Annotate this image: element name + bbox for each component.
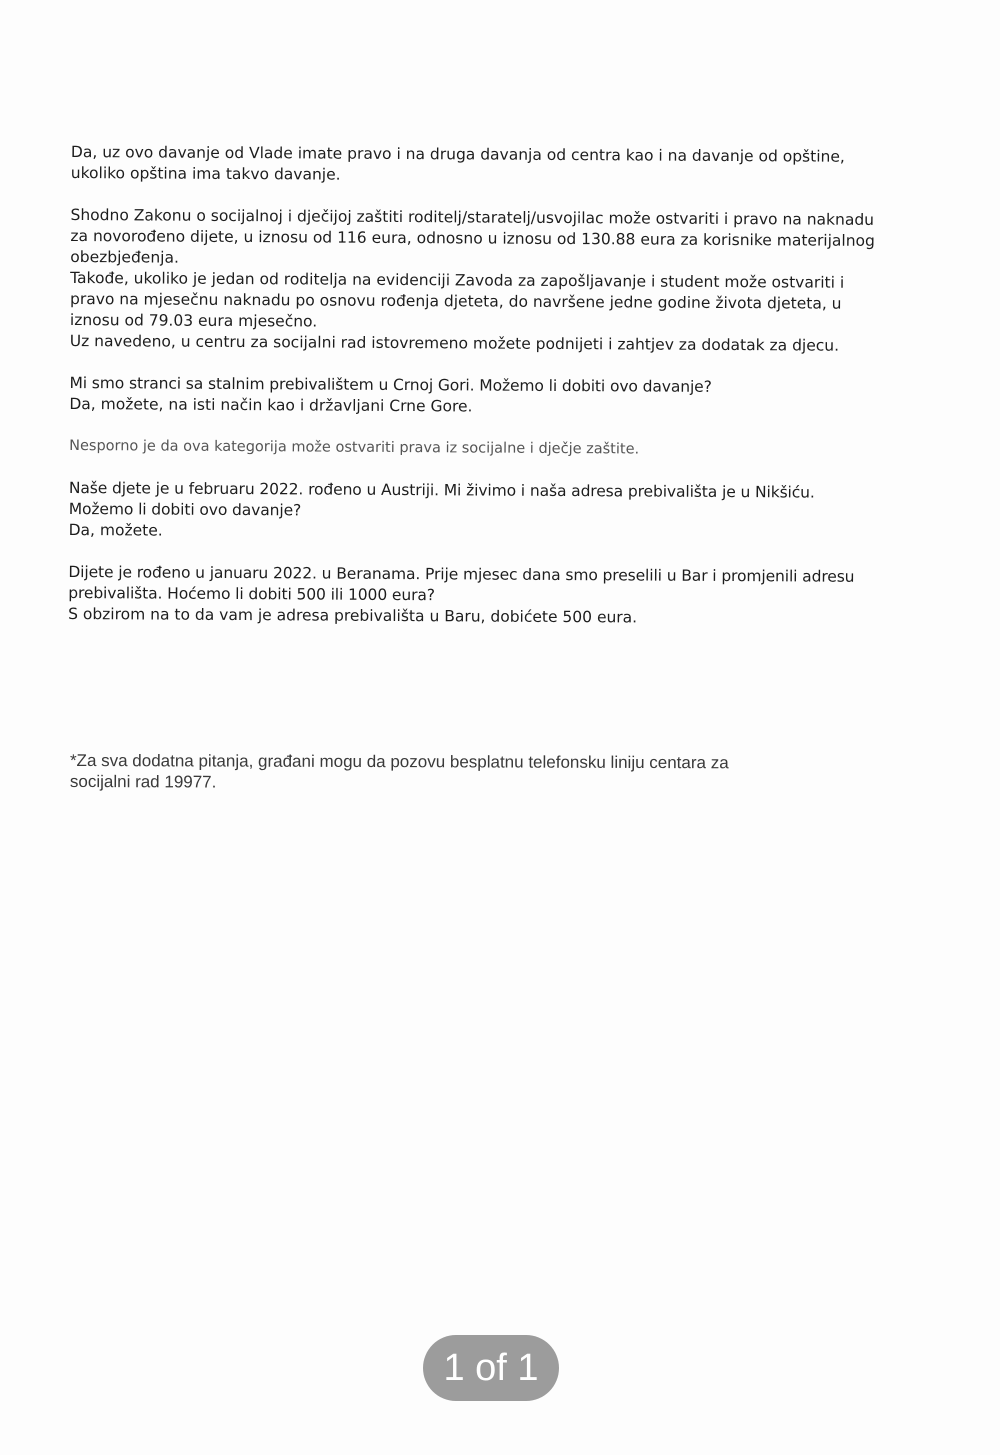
paragraph-relocation-question	[68, 562, 888, 630]
footnote-line: *Za sva dodatna pitanja, građani mogu da pozovu besplatnu telefonsku liniju centara za	[69, 751, 729, 773]
text-line: Da, uz ovo davanje od Vlade imate pravo i na druga davanja od centra kao i na davanje od opštine,	[70, 142, 845, 166]
text-line: za novorođeno dijete, u iznosu od 116 eura, odnosno u iznosu od 130.88 eura za korisnike materijalnog	[70, 226, 875, 250]
footnote-line: socijalni rad 19977.	[69, 771, 217, 792]
text-line: Takođe, ukoliko je jedan od roditelja na evidenciji Zavoda za zapošljavanje i student može ostvariti i	[70, 268, 845, 292]
text-line: Mi smo stranci sa stalnim prebivalištem u Crnoj Gori. Možemo li dobiti ovo davanje?	[69, 373, 712, 396]
text-line: Nesporno je da ova kategorija može ostvariti prava iz socijalne i dječje zaštite.	[69, 437, 640, 458]
paragraph-newborn-allowance	[70, 205, 891, 357]
text-line: Možemo li dobiti ovo davanje?	[68, 499, 302, 520]
document-body	[68, 142, 891, 630]
text-line: obezbjeđenja.	[70, 247, 179, 267]
text-line: Da, možete, na isti način kao i državljani Crne Gore.	[69, 394, 473, 416]
paragraph-austria-question	[69, 478, 889, 546]
footnote	[70, 750, 890, 795]
paragraph-foreigners-question	[69, 373, 889, 420]
text-line: ukoliko opština ima takvo davanje.	[70, 163, 341, 184]
text-line: Naše djete je u februaru 2022. rođeno u Austriji. Mi živimo i naša adresa prebivališta je u Nikšiću.	[68, 478, 815, 502]
text-line: Uz navedeno, u centru za socijalni rad istovremeno možete podnijeti i zahtjev za dodatak za djecu.	[69, 331, 840, 355]
text-line: pravo na mjesečnu naknadu po osnovu rođenja djeteta, do navršene jedne godine života djeteta, u	[69, 289, 842, 313]
text-line: S obzirom na to da vam je adresa prebivališta u Baru, dobićete 500 eura.	[68, 604, 638, 627]
paragraph-foreigners-note	[69, 436, 889, 462]
text-line: Da, možete.	[68, 520, 163, 540]
text-line: Dijete je rođeno u januaru 2022. u Beranama. Prije mjesec dana smo preselili u Bar i promjenili adresu	[68, 562, 855, 586]
paragraph-municipal-benefit	[71, 142, 891, 189]
text-line: prebivališta. Hoćemo li dobiti 500 ili 1000 eura?	[68, 583, 435, 605]
page-indicator: 1 of 1	[423, 1335, 559, 1401]
text-line: Shodno Zakonu o socijalnoj i dječijoj zaštiti roditelj/staratelj/usvojilac može ostvariti i pravo na naknadu	[70, 205, 875, 229]
text-line: iznosu od 79.03 eura mjesečno.	[69, 310, 318, 331]
